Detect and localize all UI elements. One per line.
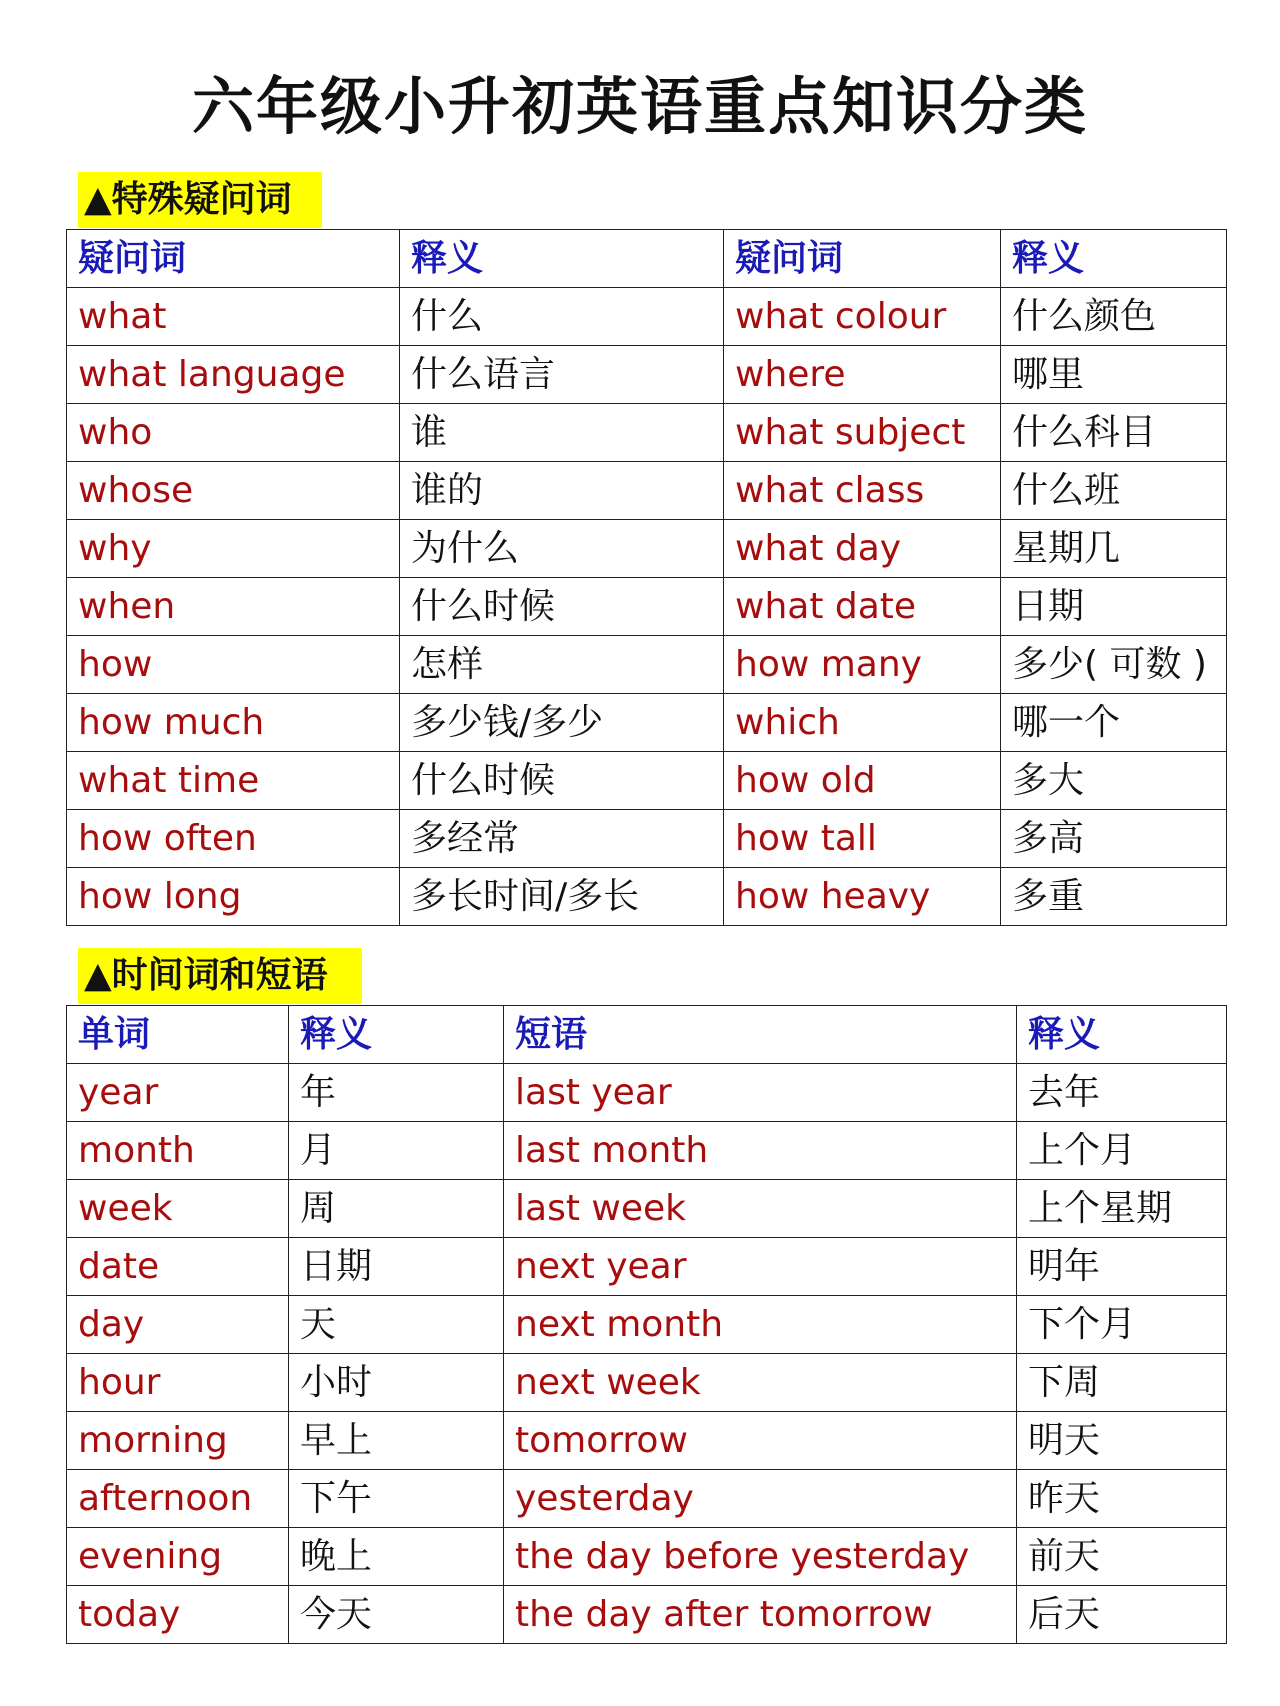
table-row bbox=[67, 462, 1227, 520]
chinese-meaning-cell: 什么语言 bbox=[400, 346, 724, 404]
chinese-meaning-cell: 日期 bbox=[1001, 578, 1227, 636]
chinese-meaning-cell: 前天 bbox=[1017, 1528, 1227, 1586]
table-row bbox=[67, 1296, 1227, 1354]
chinese-meaning-cell: 什么时候 bbox=[400, 578, 724, 636]
chinese-meaning-cell: 日期 bbox=[289, 1238, 504, 1296]
chinese-meaning-cell: 什么班 bbox=[1001, 462, 1227, 520]
english-term-cell: afternoon bbox=[67, 1470, 289, 1528]
table-header-row bbox=[67, 230, 1227, 288]
english-term-cell: whose bbox=[67, 462, 400, 520]
english-term-cell: last month bbox=[504, 1122, 1017, 1180]
table-row bbox=[67, 752, 1227, 810]
column-header: 疑问词 bbox=[67, 230, 400, 288]
table-row bbox=[67, 868, 1227, 926]
table-header-row bbox=[67, 1006, 1227, 1064]
english-term-cell: last week bbox=[504, 1180, 1017, 1238]
table-row bbox=[67, 578, 1227, 636]
chinese-meaning-cell: 多大 bbox=[1001, 752, 1227, 810]
table-row bbox=[67, 1470, 1227, 1528]
chinese-meaning-cell: 下周 bbox=[1017, 1354, 1227, 1412]
english-term-cell: next year bbox=[504, 1238, 1017, 1296]
english-term-cell: year bbox=[67, 1064, 289, 1122]
chinese-meaning-cell: 上个月 bbox=[1017, 1122, 1227, 1180]
chinese-meaning-cell: 多重 bbox=[1001, 868, 1227, 926]
chinese-meaning-cell: 年 bbox=[289, 1064, 504, 1122]
chinese-meaning-cell: 哪里 bbox=[1001, 346, 1227, 404]
table-row bbox=[67, 404, 1227, 462]
table-row bbox=[67, 1180, 1227, 1238]
column-header: 释义 bbox=[289, 1006, 504, 1064]
english-term-cell: why bbox=[67, 520, 400, 578]
english-term-cell: what subject bbox=[724, 404, 1001, 462]
chinese-meaning-cell: 早上 bbox=[289, 1412, 504, 1470]
english-term-cell: yesterday bbox=[504, 1470, 1017, 1528]
chinese-meaning-cell: 后天 bbox=[1017, 1586, 1227, 1644]
table-row bbox=[67, 1122, 1227, 1180]
chinese-meaning-cell: 小时 bbox=[289, 1354, 504, 1412]
english-term-cell: hour bbox=[67, 1354, 289, 1412]
english-term-cell: how heavy bbox=[724, 868, 1001, 926]
chinese-meaning-cell: 多高 bbox=[1001, 810, 1227, 868]
chinese-meaning-cell: 去年 bbox=[1017, 1064, 1227, 1122]
english-term-cell: how many bbox=[724, 636, 1001, 694]
table-row bbox=[67, 810, 1227, 868]
english-term-cell: when bbox=[67, 578, 400, 636]
chinese-meaning-cell: 下午 bbox=[289, 1470, 504, 1528]
chinese-meaning-cell: 月 bbox=[289, 1122, 504, 1180]
english-term-cell: who bbox=[67, 404, 400, 462]
english-term-cell: the day before yesterday bbox=[504, 1528, 1017, 1586]
english-term-cell: what day bbox=[724, 520, 1001, 578]
english-term-cell: today bbox=[67, 1586, 289, 1644]
english-term-cell: what date bbox=[724, 578, 1001, 636]
question-words-table bbox=[66, 229, 1227, 926]
table-row bbox=[67, 520, 1227, 578]
table-row bbox=[67, 1586, 1227, 1644]
page-title: 六年级小升初英语重点知识分类 bbox=[191, 70, 1088, 143]
chinese-meaning-cell: 周 bbox=[289, 1180, 504, 1238]
table-row bbox=[67, 1528, 1227, 1586]
english-term-cell: what time bbox=[67, 752, 400, 810]
english-term-cell: what colour bbox=[724, 288, 1001, 346]
chinese-meaning-cell: 下个月 bbox=[1017, 1296, 1227, 1354]
table-row bbox=[67, 1354, 1227, 1412]
chinese-meaning-cell: 上个星期 bbox=[1017, 1180, 1227, 1238]
chinese-meaning-cell: 什么科目 bbox=[1001, 404, 1227, 462]
column-header: 释义 bbox=[1017, 1006, 1227, 1064]
chinese-meaning-cell: 什么 bbox=[400, 288, 724, 346]
chinese-meaning-cell: 什么颜色 bbox=[1001, 288, 1227, 346]
chinese-meaning-cell: 明年 bbox=[1017, 1238, 1227, 1296]
chinese-meaning-cell: 昨天 bbox=[1017, 1470, 1227, 1528]
section-label-question-words: ▲特殊疑问词 bbox=[78, 172, 322, 228]
english-term-cell: the day after tomorrow bbox=[504, 1586, 1017, 1644]
table-row bbox=[67, 1064, 1227, 1122]
column-header: 释义 bbox=[400, 230, 724, 288]
english-term-cell: month bbox=[67, 1122, 289, 1180]
english-term-cell: date bbox=[67, 1238, 289, 1296]
chinese-meaning-cell: 怎样 bbox=[400, 636, 724, 694]
table-row bbox=[67, 346, 1227, 404]
chinese-meaning-cell: 多经常 bbox=[400, 810, 724, 868]
english-term-cell: how often bbox=[67, 810, 400, 868]
column-header: 短语 bbox=[504, 1006, 1017, 1064]
english-term-cell: how much bbox=[67, 694, 400, 752]
english-term-cell: morning bbox=[67, 1412, 289, 1470]
table-row bbox=[67, 1412, 1227, 1470]
table-row bbox=[67, 636, 1227, 694]
english-term-cell: which bbox=[724, 694, 1001, 752]
chinese-meaning-cell: 谁的 bbox=[400, 462, 724, 520]
english-term-cell: what bbox=[67, 288, 400, 346]
chinese-meaning-cell: 多长时间/多长 bbox=[400, 868, 724, 926]
chinese-meaning-cell: 哪一个 bbox=[1001, 694, 1227, 752]
english-term-cell: what class bbox=[724, 462, 1001, 520]
english-term-cell: next week bbox=[504, 1354, 1017, 1412]
chinese-meaning-cell: 天 bbox=[289, 1296, 504, 1354]
english-term-cell: how tall bbox=[724, 810, 1001, 868]
column-header: 疑问词 bbox=[724, 230, 1001, 288]
english-term-cell: last year bbox=[504, 1064, 1017, 1122]
chinese-meaning-cell: 什么时候 bbox=[400, 752, 724, 810]
table-row bbox=[67, 694, 1227, 752]
column-header: 单词 bbox=[67, 1006, 289, 1064]
chinese-meaning-cell: 星期几 bbox=[1001, 520, 1227, 578]
chinese-meaning-cell: 为什么 bbox=[400, 520, 724, 578]
chinese-meaning-cell: 晚上 bbox=[289, 1528, 504, 1586]
table-row bbox=[67, 1238, 1227, 1296]
chinese-meaning-cell: 多少钱/多少 bbox=[400, 694, 724, 752]
time-words-table bbox=[66, 1005, 1227, 1644]
table-row bbox=[67, 288, 1227, 346]
chinese-meaning-cell: 谁 bbox=[400, 404, 724, 462]
chinese-meaning-cell: 今天 bbox=[289, 1586, 504, 1644]
english-term-cell: where bbox=[724, 346, 1001, 404]
english-term-cell: how bbox=[67, 636, 400, 694]
english-term-cell: how long bbox=[67, 868, 400, 926]
english-term-cell: how old bbox=[724, 752, 1001, 810]
section-label-time-words: ▲时间词和短语 bbox=[78, 948, 362, 1004]
chinese-meaning-cell: 多少( 可数 ) bbox=[1001, 636, 1227, 694]
column-header: 释义 bbox=[1001, 230, 1227, 288]
english-term-cell: week bbox=[67, 1180, 289, 1238]
english-term-cell: what language bbox=[67, 346, 400, 404]
english-term-cell: evening bbox=[67, 1528, 289, 1586]
chinese-meaning-cell: 明天 bbox=[1017, 1412, 1227, 1470]
english-term-cell: next month bbox=[504, 1296, 1017, 1354]
english-term-cell: day bbox=[67, 1296, 289, 1354]
english-term-cell: tomorrow bbox=[504, 1412, 1017, 1470]
